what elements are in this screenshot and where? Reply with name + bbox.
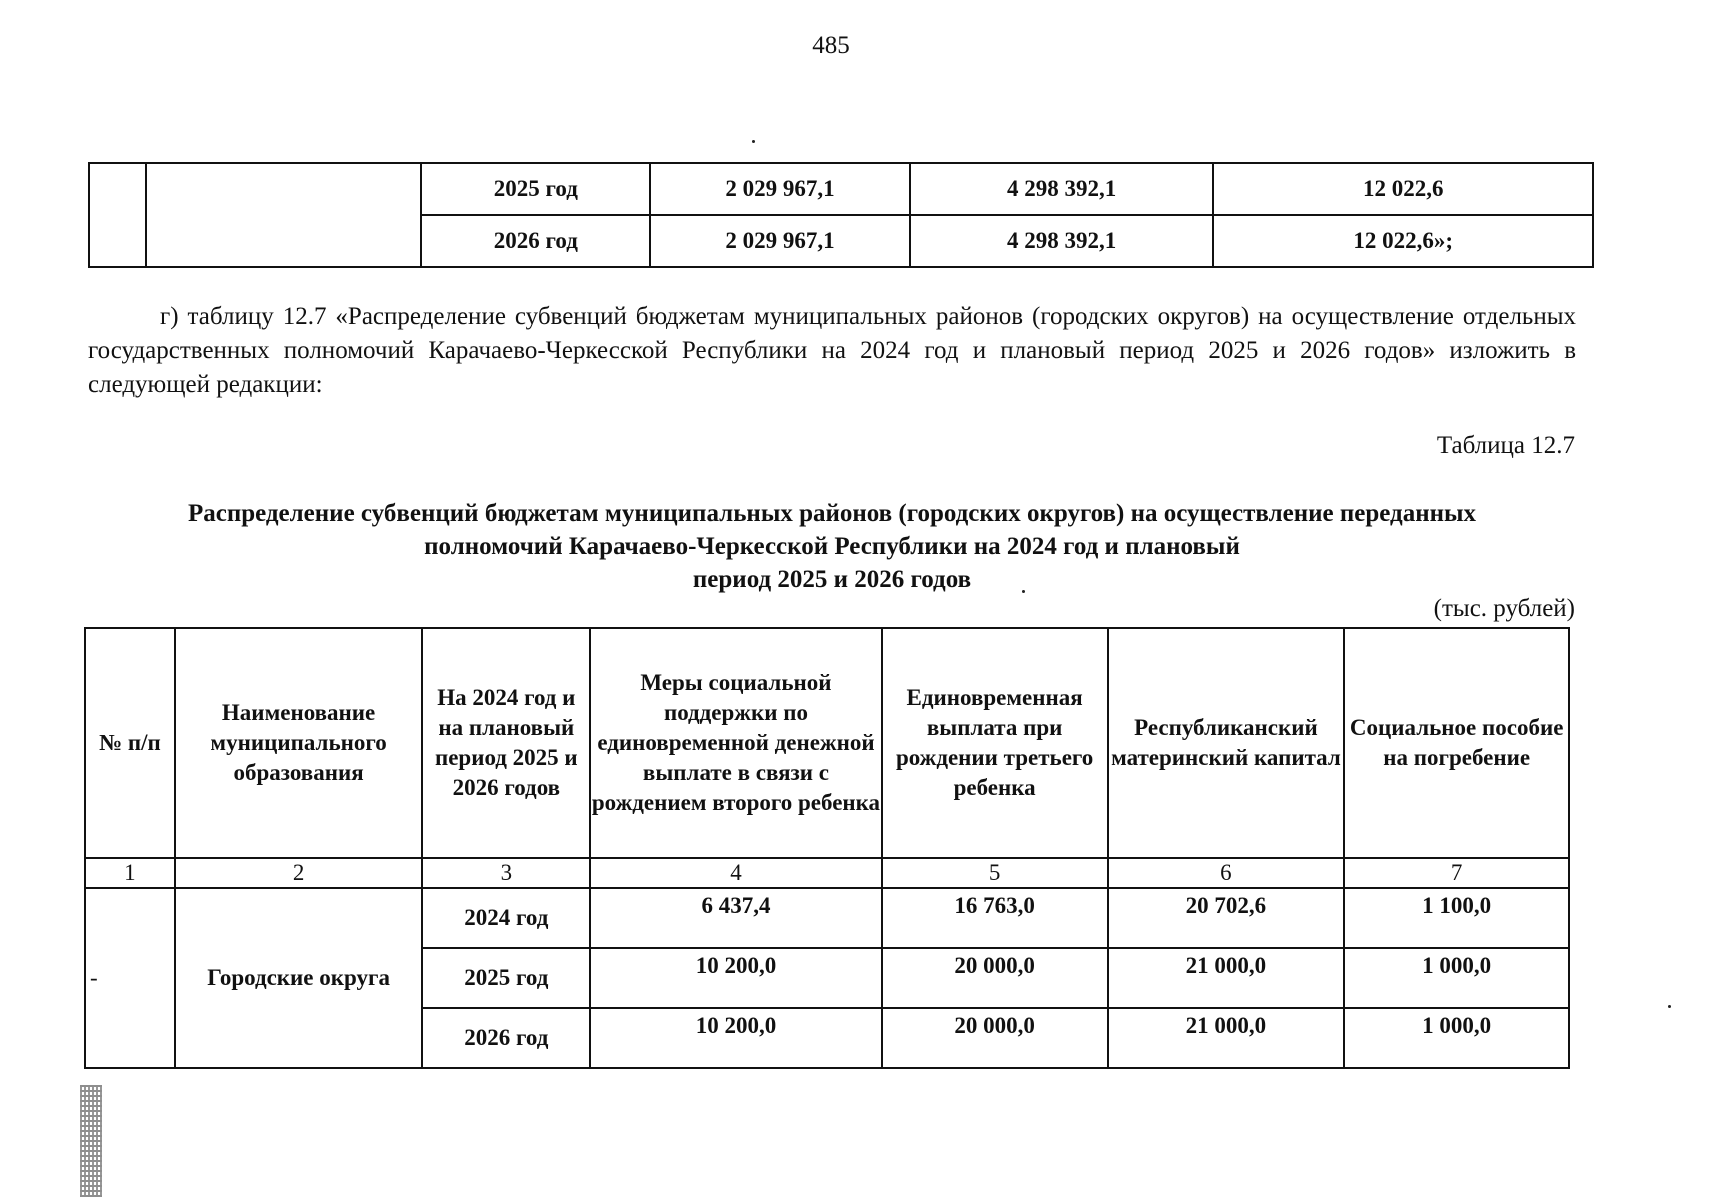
column-header: Республиканский материнский капитал	[1108, 628, 1345, 858]
scan-speck	[1668, 1005, 1671, 1008]
value-cell: 10 200,0	[590, 1008, 882, 1068]
column-number: 6	[1108, 858, 1345, 888]
year-cell: 2025 год	[422, 948, 590, 1008]
scan-speck	[1022, 590, 1025, 593]
column-number: 5	[882, 858, 1108, 888]
value-cell: 1 000,0	[1344, 1008, 1569, 1068]
continuation-table	[88, 162, 1594, 268]
value-cell: 4 298 392,1	[910, 163, 1214, 215]
group-name: Городские округа	[175, 888, 423, 1068]
empty-cell	[146, 163, 422, 267]
table-title-line: Распределение субвенций бюджетам муниципальных районов (городских округов) на осуществление переданных	[187, 500, 1477, 527]
column-header: Единовременная выплата при рождении третьего ребенка	[882, 628, 1108, 858]
value-cell: 1 000,0	[1344, 948, 1569, 1008]
column-number: 7	[1344, 858, 1569, 888]
column-header: № п/п	[85, 628, 175, 858]
year-cell: 2026 год	[422, 1008, 590, 1068]
column-header: На 2024 год и на плановый период 2025 и 2026 годов	[422, 628, 590, 858]
empty-cell	[89, 163, 146, 267]
value-cell: 10 200,0	[590, 948, 882, 1008]
year-cell: 2026 год	[421, 215, 650, 267]
header-row	[85, 628, 1569, 858]
scan-speck	[752, 140, 755, 143]
value-cell: 2 029 967,1	[650, 215, 910, 267]
page-number: 485	[812, 32, 850, 59]
value-cell: 20 702,6	[1108, 888, 1345, 948]
value-cell: 12 022,6	[1213, 163, 1593, 215]
value-cell: 6 437,4	[590, 888, 882, 948]
column-number: 2	[175, 858, 423, 888]
subsidy-table	[84, 627, 1570, 1069]
column-header: Социальное пособие на погребение	[1344, 628, 1569, 858]
table-row	[89, 163, 1593, 215]
value-cell: 16 763,0	[882, 888, 1108, 948]
value-cell: 21 000,0	[1108, 1008, 1345, 1068]
table-label: Таблица 12.7	[1436, 432, 1575, 459]
value-cell: 20 000,0	[882, 1008, 1108, 1068]
year-cell: 2024 год	[422, 888, 590, 948]
units-label: (тыс. рублей)	[1433, 595, 1575, 622]
table-row	[85, 888, 1569, 948]
value-cell: 1 100,0	[1344, 888, 1569, 948]
column-number: 1	[85, 858, 175, 888]
column-number: 3	[422, 858, 590, 888]
value-cell: 21 000,0	[1108, 948, 1345, 1008]
value-cell: 4 298 392,1	[910, 215, 1214, 267]
table-title	[88, 497, 1576, 596]
column-number-row	[85, 858, 1569, 888]
value-cell: 20 000,0	[882, 948, 1108, 1008]
column-header: Меры социальной поддержки по единовременной денежной выплате в связи с рождением второго ребенка	[590, 628, 882, 858]
value-cell: 2 029 967,1	[650, 163, 910, 215]
table-title-line: период 2025 и 2026 годов	[692, 566, 972, 593]
table-title-line: полномочий Карачаево-Черкесской Республики на 2024 год и плановый	[424, 533, 1240, 560]
intro-paragraph: г) таблицу 12.7 «Распределение субвенций бюджетам муниципальных районов (городских округов) на осуществление отдельных государственных полномочий Карачаево-Черкесской Республики на 2024 год и плановый период 2025 и 2026 годов» изложить в следующей редакции:	[88, 303, 1576, 398]
column-number: 4	[590, 858, 882, 888]
group-number: -	[85, 888, 175, 1068]
column-header: Наименование муниципального образования	[175, 628, 423, 858]
scan-artifact	[80, 1085, 102, 1197]
year-cell: 2025 год	[421, 163, 650, 215]
value-cell: 12 022,6»;	[1213, 215, 1593, 267]
